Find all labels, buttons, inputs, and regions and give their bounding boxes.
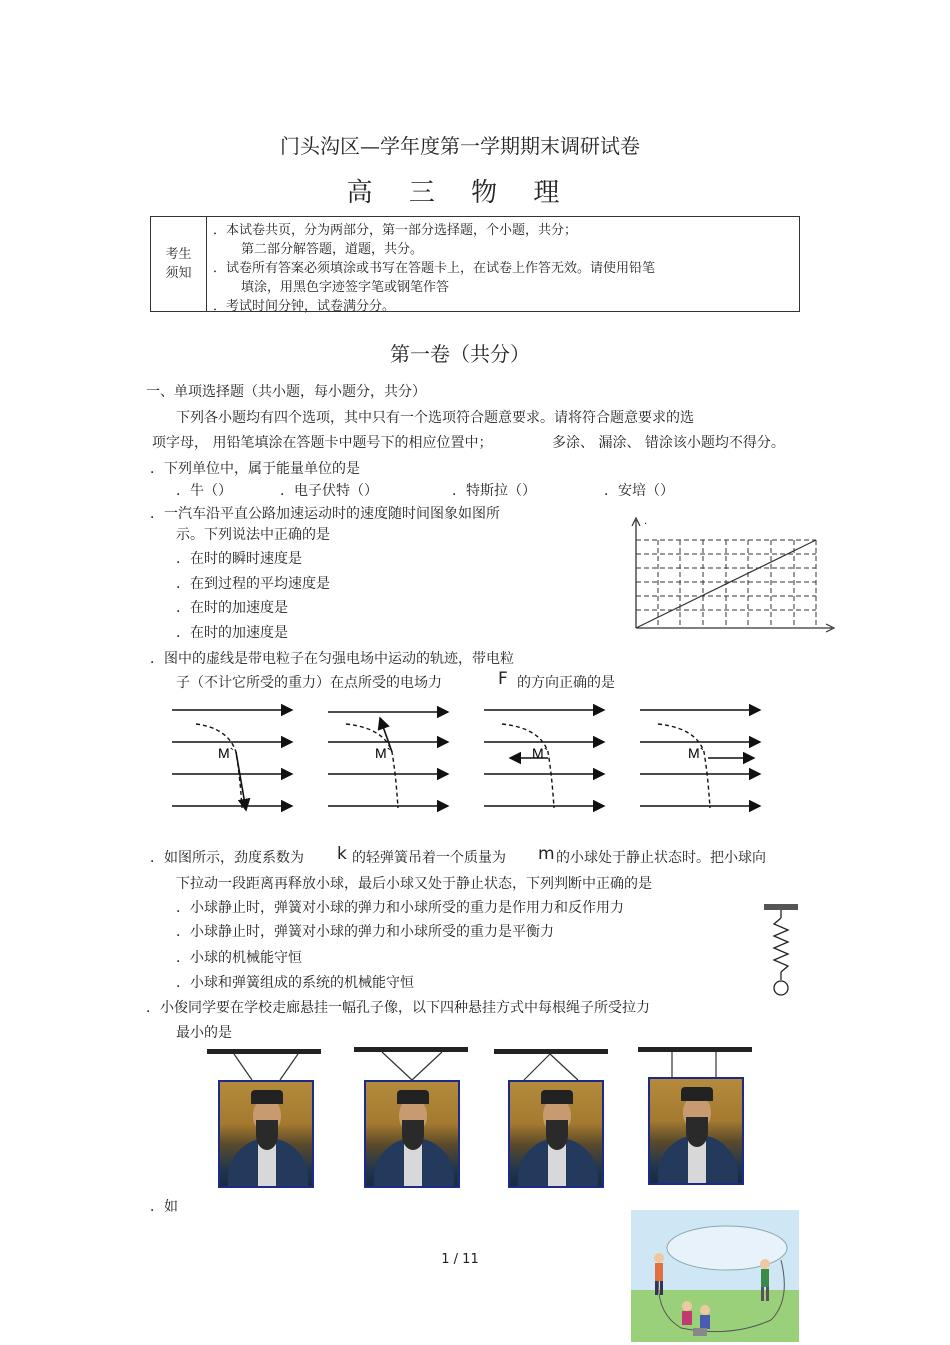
q3-stem: 的方向正确的是 [517, 675, 615, 691]
q4-stem: 的小球处于静止状态时。把小球向 [556, 850, 766, 866]
grass [631, 1290, 799, 1342]
rod [494, 1049, 608, 1054]
part1-title: 第一卷（共分） [390, 342, 530, 366]
q4-option-d: ．小球和弹簧组成的系统的机械能守恒 [176, 975, 414, 991]
confucius-portrait [648, 1077, 744, 1185]
point-m-label: M` [532, 745, 549, 761]
exam-title: 门头沟区—学年度第一学期期末调研试卷 [280, 134, 640, 158]
q1-stem: ．下列单位中，属于能量单位的是 [150, 461, 360, 477]
q2-option-d: ．在时的加速度是 [176, 625, 288, 641]
notice-line: 第二部分解答题，道题，共分。 [241, 242, 424, 257]
q3-stem: ．图中的虚线是带电粒子在匀强电场中运动的轨迹，带电粒 [150, 651, 514, 667]
spring-constant-symbol: k [337, 844, 347, 864]
q1-option-a: ．牛（） [176, 483, 232, 499]
confucius-portrait [218, 1080, 314, 1188]
hanging-option-a [207, 1049, 321, 1080]
mass-symbol: m [538, 844, 555, 864]
q5-stem: 最小的是 [176, 1025, 232, 1041]
q2-stem: ．一汽车沿平直公路加速运动时的速度随时间图象如图所 [150, 506, 500, 522]
confucius-portrait [508, 1080, 604, 1188]
balloon-experiment-illustration [631, 1210, 799, 1342]
notice-line: 填涂，用黑色字迹签字笔或钢笔作答 [241, 280, 450, 295]
q4-option-a: ．小球静止时，弹簧对小球的弹力和小球所受的重力是作用力和反作用力 [176, 900, 624, 916]
q1-option-b: ．电子伏特（） [280, 483, 378, 499]
vt-dot: . [644, 516, 648, 527]
rope [412, 1052, 442, 1080]
q2-option-a: ．在时的瞬时速度是 [176, 551, 302, 567]
q2-option-c: ．在时的加速度是 [176, 600, 288, 616]
point-m-label: M` [375, 745, 392, 761]
q4-option-c: ．小球的机械能守恒 [176, 950, 302, 966]
rope [280, 1054, 298, 1080]
notice-label-line2: 须知 [165, 266, 192, 281]
hanging-option-b [354, 1047, 468, 1080]
page-number: 1 / 11 [441, 1252, 479, 1267]
q5-stem: ．小俊同学要在学校走廊悬挂一幅孔子像，以下四种悬挂方式中每根绳子所受拉力 [146, 1000, 650, 1016]
rope [550, 1054, 578, 1080]
force-symbol: F [498, 669, 508, 689]
rod [207, 1049, 321, 1054]
confucius-portrait [364, 1080, 460, 1188]
rope [382, 1052, 412, 1080]
rod [354, 1047, 468, 1052]
notice-line: ．试卷所有答案必须填涂或书写在答题卡上，在试卷上作答无效。请使用铅笔 [213, 261, 656, 276]
q4-stem: 的轻弹簧吊着一个质量为 [352, 850, 506, 866]
instruction-line: 多涂、 漏涂、 错涂该小题均不得分。 [552, 435, 785, 451]
point-m-label: M` [218, 745, 235, 761]
notice-label-line1: 考生 [165, 247, 192, 262]
q4-stem: ．如图所示，劲度系数为 [150, 850, 304, 866]
hanging-option-c [494, 1049, 608, 1080]
instruction-line: 下列各小题均有四个选项，其中只有一个选项符合题意要求。请将符合题意要求的选 [176, 410, 694, 426]
q3-stem: 子（不计它所受的重力）在点所受的电场力 [176, 675, 442, 691]
hanging-option-d [638, 1047, 752, 1077]
q4-stem: 下拉动一段距离再释放小球，最后小球又处于静止状态，下列判断中正确的是 [176, 876, 652, 892]
notice-line: ．本试卷共页，分为两部分，第一部分选择题，个小题，共分； [213, 223, 578, 238]
section-heading: 一、单项选择题（共小题，每小题分，共分） [146, 384, 426, 400]
instruction-line: 项字母， 用铅笔填涂在答题卡中题号下的相应位置中； [152, 435, 493, 451]
subject-title: 高 三 物 理 [346, 178, 574, 208]
q1-option-c: ．特斯拉（） [452, 483, 536, 499]
q2-option-b: ．在到过程的平均速度是 [176, 576, 330, 592]
q6-stem: ．如 [150, 1199, 178, 1215]
point-m-label: M` [688, 745, 705, 761]
q1-option-d: ．安培（） [604, 483, 674, 499]
notice-line: ．考试时间分钟，试卷满分分。 [213, 299, 396, 314]
q2-stem: 示。下列说法中正确的是 [176, 527, 330, 543]
rope [234, 1054, 252, 1080]
q4-option-b: ．小球静止时，弹簧对小球的弹力和小球所受的重力是平衡力 [176, 924, 554, 940]
rod [638, 1047, 752, 1052]
rope [524, 1054, 550, 1080]
